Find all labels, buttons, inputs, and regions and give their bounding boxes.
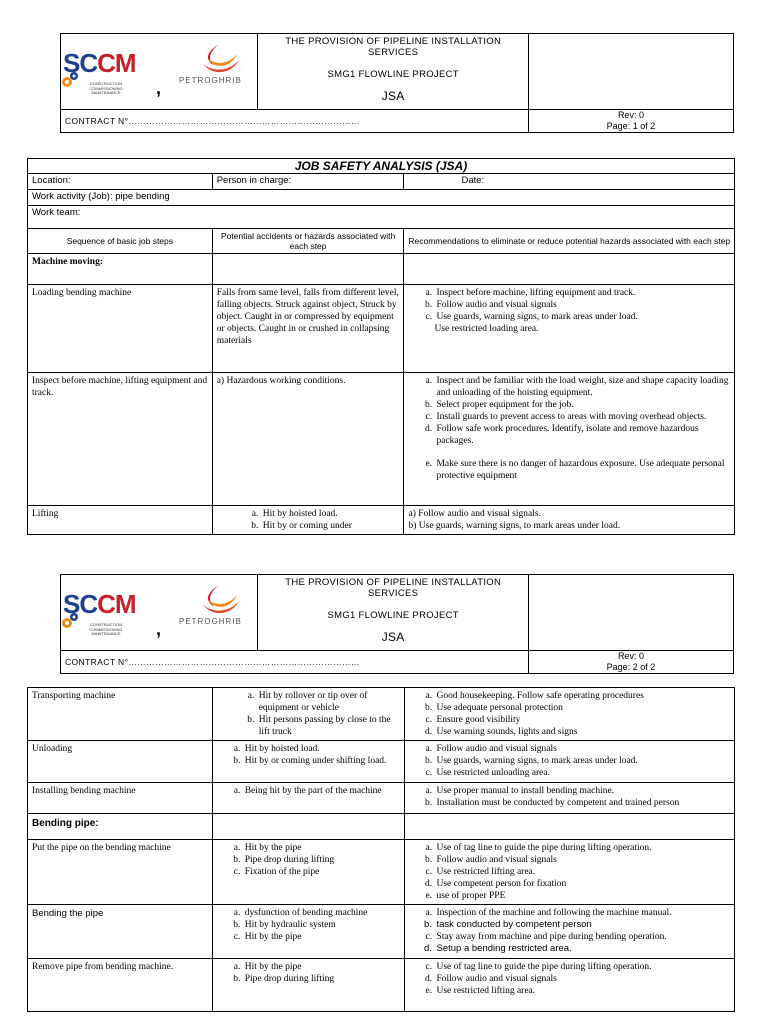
date-field <box>404 174 735 190</box>
list-item: a. Hit by the pipe <box>243 961 400 973</box>
list-item: a. Inspection of the machine and following the machine manual. <box>435 907 731 919</box>
header-title-line1: THE PROVISION OF PIPELINE INSTALLATION <box>285 36 502 47</box>
revision-label: Rev: 0 <box>617 651 644 661</box>
petroghrib-logo-text: PETROGHRIB <box>179 617 242 626</box>
list-item: b. Hit by or coming under <box>261 520 400 532</box>
list-item: a. Inspect and be familiar with the load weight, size and shape capacity loading and unloading of the hoisting equipment. <box>434 375 730 399</box>
column-header-recommendations: Recommendations to eliminate or reduce potential hazards associated with each step <box>404 229 735 254</box>
list-item: b. task conducted by competent person <box>435 919 731 931</box>
page-number: Page: 1 of 2 <box>606 121 656 131</box>
recommendation-cell <box>404 506 735 535</box>
header-doc-type: JSA <box>381 89 405 103</box>
recommendation-cell <box>404 840 735 905</box>
list-item: a. Being hit by the part of the machine <box>243 785 400 797</box>
sccm-logo-text: SCCM <box>63 48 136 78</box>
recommendation-cell <box>404 783 735 814</box>
hazard-cell <box>212 506 404 535</box>
list-item: b. Installation must be conducted by competent and trained person <box>435 797 731 809</box>
header-project: SMG1 FLOWLINE PROJECT <box>327 69 459 80</box>
hazard-cell <box>212 905 404 959</box>
list-item: e. Use restricted lifting area. <box>435 985 731 997</box>
sccm-logo-subtitle: CONSTRUCTION COMMISSIONING MAINTENANCE <box>89 622 123 636</box>
list-item: a. Good housekeeping. Follow safe operating procedures <box>435 690 731 702</box>
sccm-logo <box>63 48 183 100</box>
list-item: e. use of proper PPE <box>435 890 731 902</box>
empty-cell <box>404 814 735 840</box>
step-cell: Bending the pipe <box>28 905 213 959</box>
sccm-logo <box>63 589 183 641</box>
list-item: e. Make sure there is no danger of hazardous exposure. Use adequate personal protective equipment <box>434 458 730 482</box>
step-cell: Loading bending machine <box>28 285 213 373</box>
flame-icon <box>189 583 249 617</box>
empty-cell <box>404 254 735 285</box>
step-cell: Put the pipe on the bending machine <box>28 840 213 905</box>
header-right-cell <box>528 575 733 651</box>
header-right-cell <box>528 34 733 110</box>
list-item: b) Use guards, warning signs, to mark areas under load. <box>408 521 621 531</box>
document-header-page2 <box>60 574 734 674</box>
recommendation-cell <box>404 959 735 1012</box>
header-title-cell <box>258 34 528 110</box>
list-item: Use restricted loading area. <box>434 324 539 334</box>
list-item: a. Hit by the pipe <box>243 842 400 854</box>
list-item: b. Select proper equipment for the job. <box>434 399 730 411</box>
header-title-cell <box>258 575 528 651</box>
recommendation-cell <box>404 905 735 959</box>
list-item: a. Follow audio and visual signals <box>435 743 731 755</box>
person-in-charge-label: Person in charge: <box>216 175 292 186</box>
header-project: SMG1 FLOWLINE PROJECT <box>327 610 459 621</box>
petroghrib-logo-text: PETROGHRIB <box>179 76 242 85</box>
list-item: b. Follow audio and visual signals <box>434 299 730 311</box>
header-title-line2: SERVICES <box>368 588 419 599</box>
hazard-cell <box>212 840 404 905</box>
list-item: d. Setup a bending restricted area. <box>435 943 731 955</box>
document-header <box>60 33 734 133</box>
petroghrib-logo <box>179 42 269 92</box>
contract-number: CONTRACT N°…………………………………………………………………… <box>61 110 529 133</box>
hazard-cell: Falls from same level, falls from different level, falling objects. Struck against object, Struck by object. Caught in or compressed by equipment or objects. Caught in or crushed in collapsing materials <box>212 285 404 373</box>
list-item: b. Hit by or coming under shifting load. <box>243 755 400 767</box>
list-item: d. Use warning sounds, lights and signs <box>435 726 731 738</box>
step-cell: Installing bending machine <box>28 783 213 814</box>
list-item: c. Hit by the pipe <box>243 931 400 943</box>
step-cell: Lifting <box>28 506 213 535</box>
list-item: d. Use competent person for fixation <box>435 878 731 890</box>
person-in-charge-field <box>212 174 404 190</box>
section-machine-moving: Machine moving: <box>28 254 213 285</box>
list-item: c. Install guards to prevent access to areas with moving overhead objects. <box>434 411 730 423</box>
list-item: c. Use of tag line to guide the pipe during lifting operation. <box>435 961 731 973</box>
list-item: b. Pipe drop during lifting <box>243 854 400 866</box>
sccm-logo-text: SCCM <box>63 589 136 619</box>
header-title-line1: THE PROVISION OF PIPELINE INSTALLATION <box>285 577 502 588</box>
logo-separator: , <box>156 619 162 639</box>
contract-number: CONTRACT N°…………………………………………………………………… <box>61 651 529 674</box>
list-item: c. Stay away from machine and pipe during bending operation. <box>435 931 731 943</box>
logo-cell <box>61 34 258 110</box>
hazard-cell <box>212 741 404 783</box>
step-cell: Inspect before machine, lifting equipment and track. <box>28 373 213 506</box>
list-item: d. Follow audio and visual signals <box>435 973 731 985</box>
list-item: d. Follow safe work procedures. Identify, isolate and remove hazardous packages. <box>434 423 730 447</box>
hazard-cell <box>212 783 404 814</box>
list-item: a. dysfunction of bending machine <box>243 907 400 919</box>
list-item: a. Inspect before machine, lifting equipment and track. <box>434 287 730 299</box>
list-item: b. Hit persons passing by close to the lift truck <box>257 714 400 738</box>
logo-separator: , <box>156 78 162 98</box>
step-cell: Transporting machine <box>28 688 213 741</box>
list-item: a. Hit by rollover or tip over of equipment or vehicle <box>257 690 400 714</box>
list-item: c. Ensure good visibility <box>435 714 731 726</box>
flame-icon <box>189 42 249 76</box>
hazard-cell <box>212 688 404 741</box>
work-team-field: Work team: <box>28 206 735 229</box>
recommendation-cell <box>404 688 735 741</box>
list-item: b. Follow audio and visual signals <box>435 854 731 866</box>
work-activity-field: Work activity (Job): pipe bending <box>28 190 735 206</box>
hazard-cell <box>212 959 404 1012</box>
header-doc-type: JSA <box>381 630 405 644</box>
recommendation-cell <box>404 285 735 373</box>
list-item: a. Use of tag line to guide the pipe during lifting operation. <box>435 842 731 854</box>
sccm-logo-subtitle: CONSTRUCTION COMMISSIONING MAINTENANCE <box>89 81 123 95</box>
petroghrib-logo <box>179 583 269 633</box>
list-item: a. Hit by hoisted load. <box>243 743 400 755</box>
revision-cell <box>528 110 733 133</box>
step-cell: Remove pipe from bending machine. <box>28 959 213 1012</box>
list-item: b. Pipe drop during lifting <box>243 973 400 985</box>
list-item: a) Follow audio and visual signals. <box>408 509 541 519</box>
date-label: Date: <box>461 175 485 186</box>
list-item: c. Use restricted lifting area. <box>435 866 731 878</box>
recommendation-cell <box>404 741 735 783</box>
empty-cell <box>212 814 404 840</box>
list-item: b. Use adequate personal protection <box>435 702 731 714</box>
hazard-cell: a) Hazardous working conditions. <box>212 373 404 506</box>
revision-cell <box>528 651 733 674</box>
section-bending-pipe: Bending pipe: <box>28 814 213 840</box>
list-item: c. Fixation of the pipe <box>243 866 400 878</box>
jsa-title: JOB SAFETY ANALYSIS (JSA) <box>28 159 735 174</box>
jsa-table-page2 <box>27 687 735 1012</box>
step-cell: Unloading <box>28 741 213 783</box>
list-item: a. Use proper manual to install bending machine. <box>435 785 731 797</box>
jsa-table <box>27 158 735 535</box>
recommendation-cell <box>404 373 735 506</box>
location-field: Location: <box>28 174 213 190</box>
list-item: b. Use guards, warning signs, to mark areas under load. <box>435 755 731 767</box>
list-item: c. Use restricted unloading area. <box>435 767 731 779</box>
column-header-steps: Sequence of basic job steps <box>28 229 213 254</box>
page-number: Page: 2 of 2 <box>606 662 656 672</box>
revision-label: Rev: 0 <box>617 110 644 120</box>
empty-cell <box>212 254 404 285</box>
list-item: b. Hit by hydraulic system <box>243 919 400 931</box>
header-title-line2: SERVICES <box>368 47 419 58</box>
column-header-hazards: Potential accidents or hazards associated with each step <box>212 229 404 254</box>
logo-cell <box>61 575 258 651</box>
list-item: c. Use guards, warning signs, to mark areas under load. <box>434 311 730 323</box>
list-item: a. Hit by hoisted load. <box>261 508 400 520</box>
